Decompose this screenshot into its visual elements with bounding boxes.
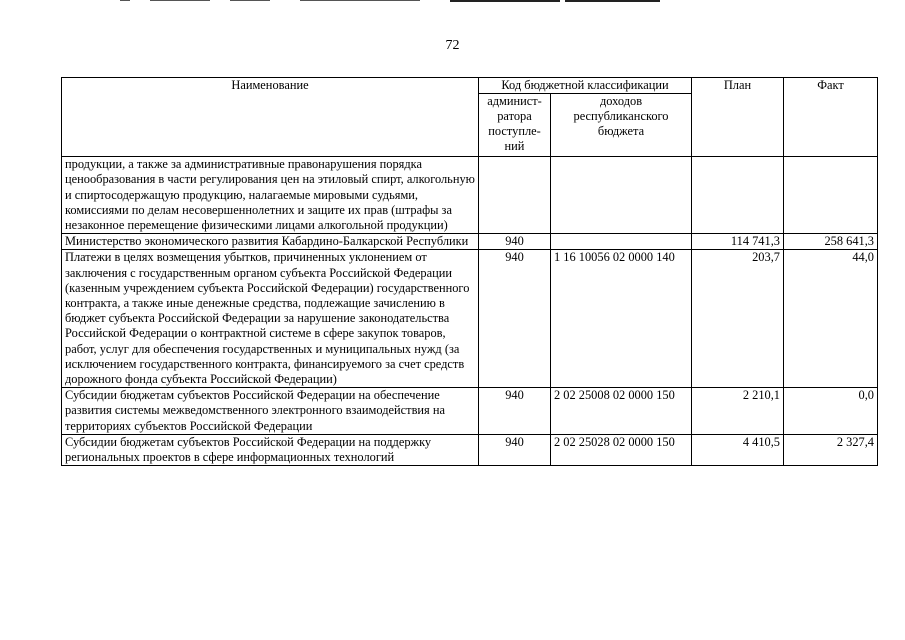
header-budget-code: Код бюджетной классификации (479, 78, 692, 94)
header-income: доходов республиканского бюджета (551, 94, 692, 157)
row-fact: 44,0 (784, 250, 878, 388)
row-name: Субсидии бюджетам субъектов Российской Федерации на обеспечение развития системы межведомственного электронного взаимодействия на территориях субъектов Российской Федерации (62, 388, 479, 435)
row-code: 2 02 25028 02 0000 150 (551, 434, 692, 465)
table-row (62, 250, 878, 388)
page-number: 72 (445, 38, 460, 53)
row-name: Платежи в целях возмещения убытков, причиненных уклонением от заключения с государственным органом субъекта Российской Федерации (казенным учреждением субъекта Российской Федерации) государственного контракта, а также иные денежные средства, подлежащие зачислению в бюджет субъекта Российской Федерации за нарушение законодательства Российской Федерации о контрактной системе в сфере закупок товаров, работ, услуг для обеспечения государственных и муниципальных нужд (за исключением государственного контракта, финансируемого за счет средств дорожного фонда субъекта Российской Федерации) (62, 250, 479, 388)
row-code (551, 234, 692, 250)
row-code: 2 02 25008 02 0000 150 (551, 388, 692, 435)
header-fact: Факт (784, 78, 878, 157)
row-fact: 258 641,3 (784, 234, 878, 250)
row-fact (784, 157, 878, 234)
row-plan (692, 157, 784, 234)
header-plan: План (692, 78, 784, 157)
row-admin: 940 (479, 234, 551, 250)
top-scan-edge (120, 0, 660, 3)
header-name: Наименование (62, 78, 479, 157)
header-row-1 (62, 78, 878, 94)
header-admin: админист- ратора поступле- ний (479, 94, 551, 157)
row-plan: 2 210,1 (692, 388, 784, 435)
table-row (62, 388, 878, 435)
row-plan: 203,7 (692, 250, 784, 388)
row-code (551, 157, 692, 234)
row-name: Министерство экономического развития Кабардино-Балкарской Республики (62, 234, 479, 250)
row-fact: 0,0 (784, 388, 878, 435)
table-row (62, 157, 878, 234)
row-admin: 940 (479, 434, 551, 465)
row-admin: 940 (479, 250, 551, 388)
row-code: 1 16 10056 02 0000 140 (551, 250, 692, 388)
row-name: Субсидии бюджетам субъектов Российской Федерации на поддержку региональных проектов в сфере информационных технологий (62, 434, 479, 465)
budget-table (61, 77, 878, 466)
row-plan: 4 410,5 (692, 434, 784, 465)
table-row (62, 234, 878, 250)
row-admin: 940 (479, 388, 551, 435)
row-fact: 2 327,4 (784, 434, 878, 465)
table-row (62, 434, 878, 465)
row-admin (479, 157, 551, 234)
row-plan: 114 741,3 (692, 234, 784, 250)
row-name: продукции, а также за административные правонарушения порядка ценообразования в части регулирования цен на этиловый спирт, алкогольную и спиртосодержащую продукцию, налагаемые мировыми судьями, комиссиями по делам несовершеннолетних и защите их прав (штрафы за незаконное перемещение физическими лицами алкогольной продукции) (62, 157, 479, 234)
